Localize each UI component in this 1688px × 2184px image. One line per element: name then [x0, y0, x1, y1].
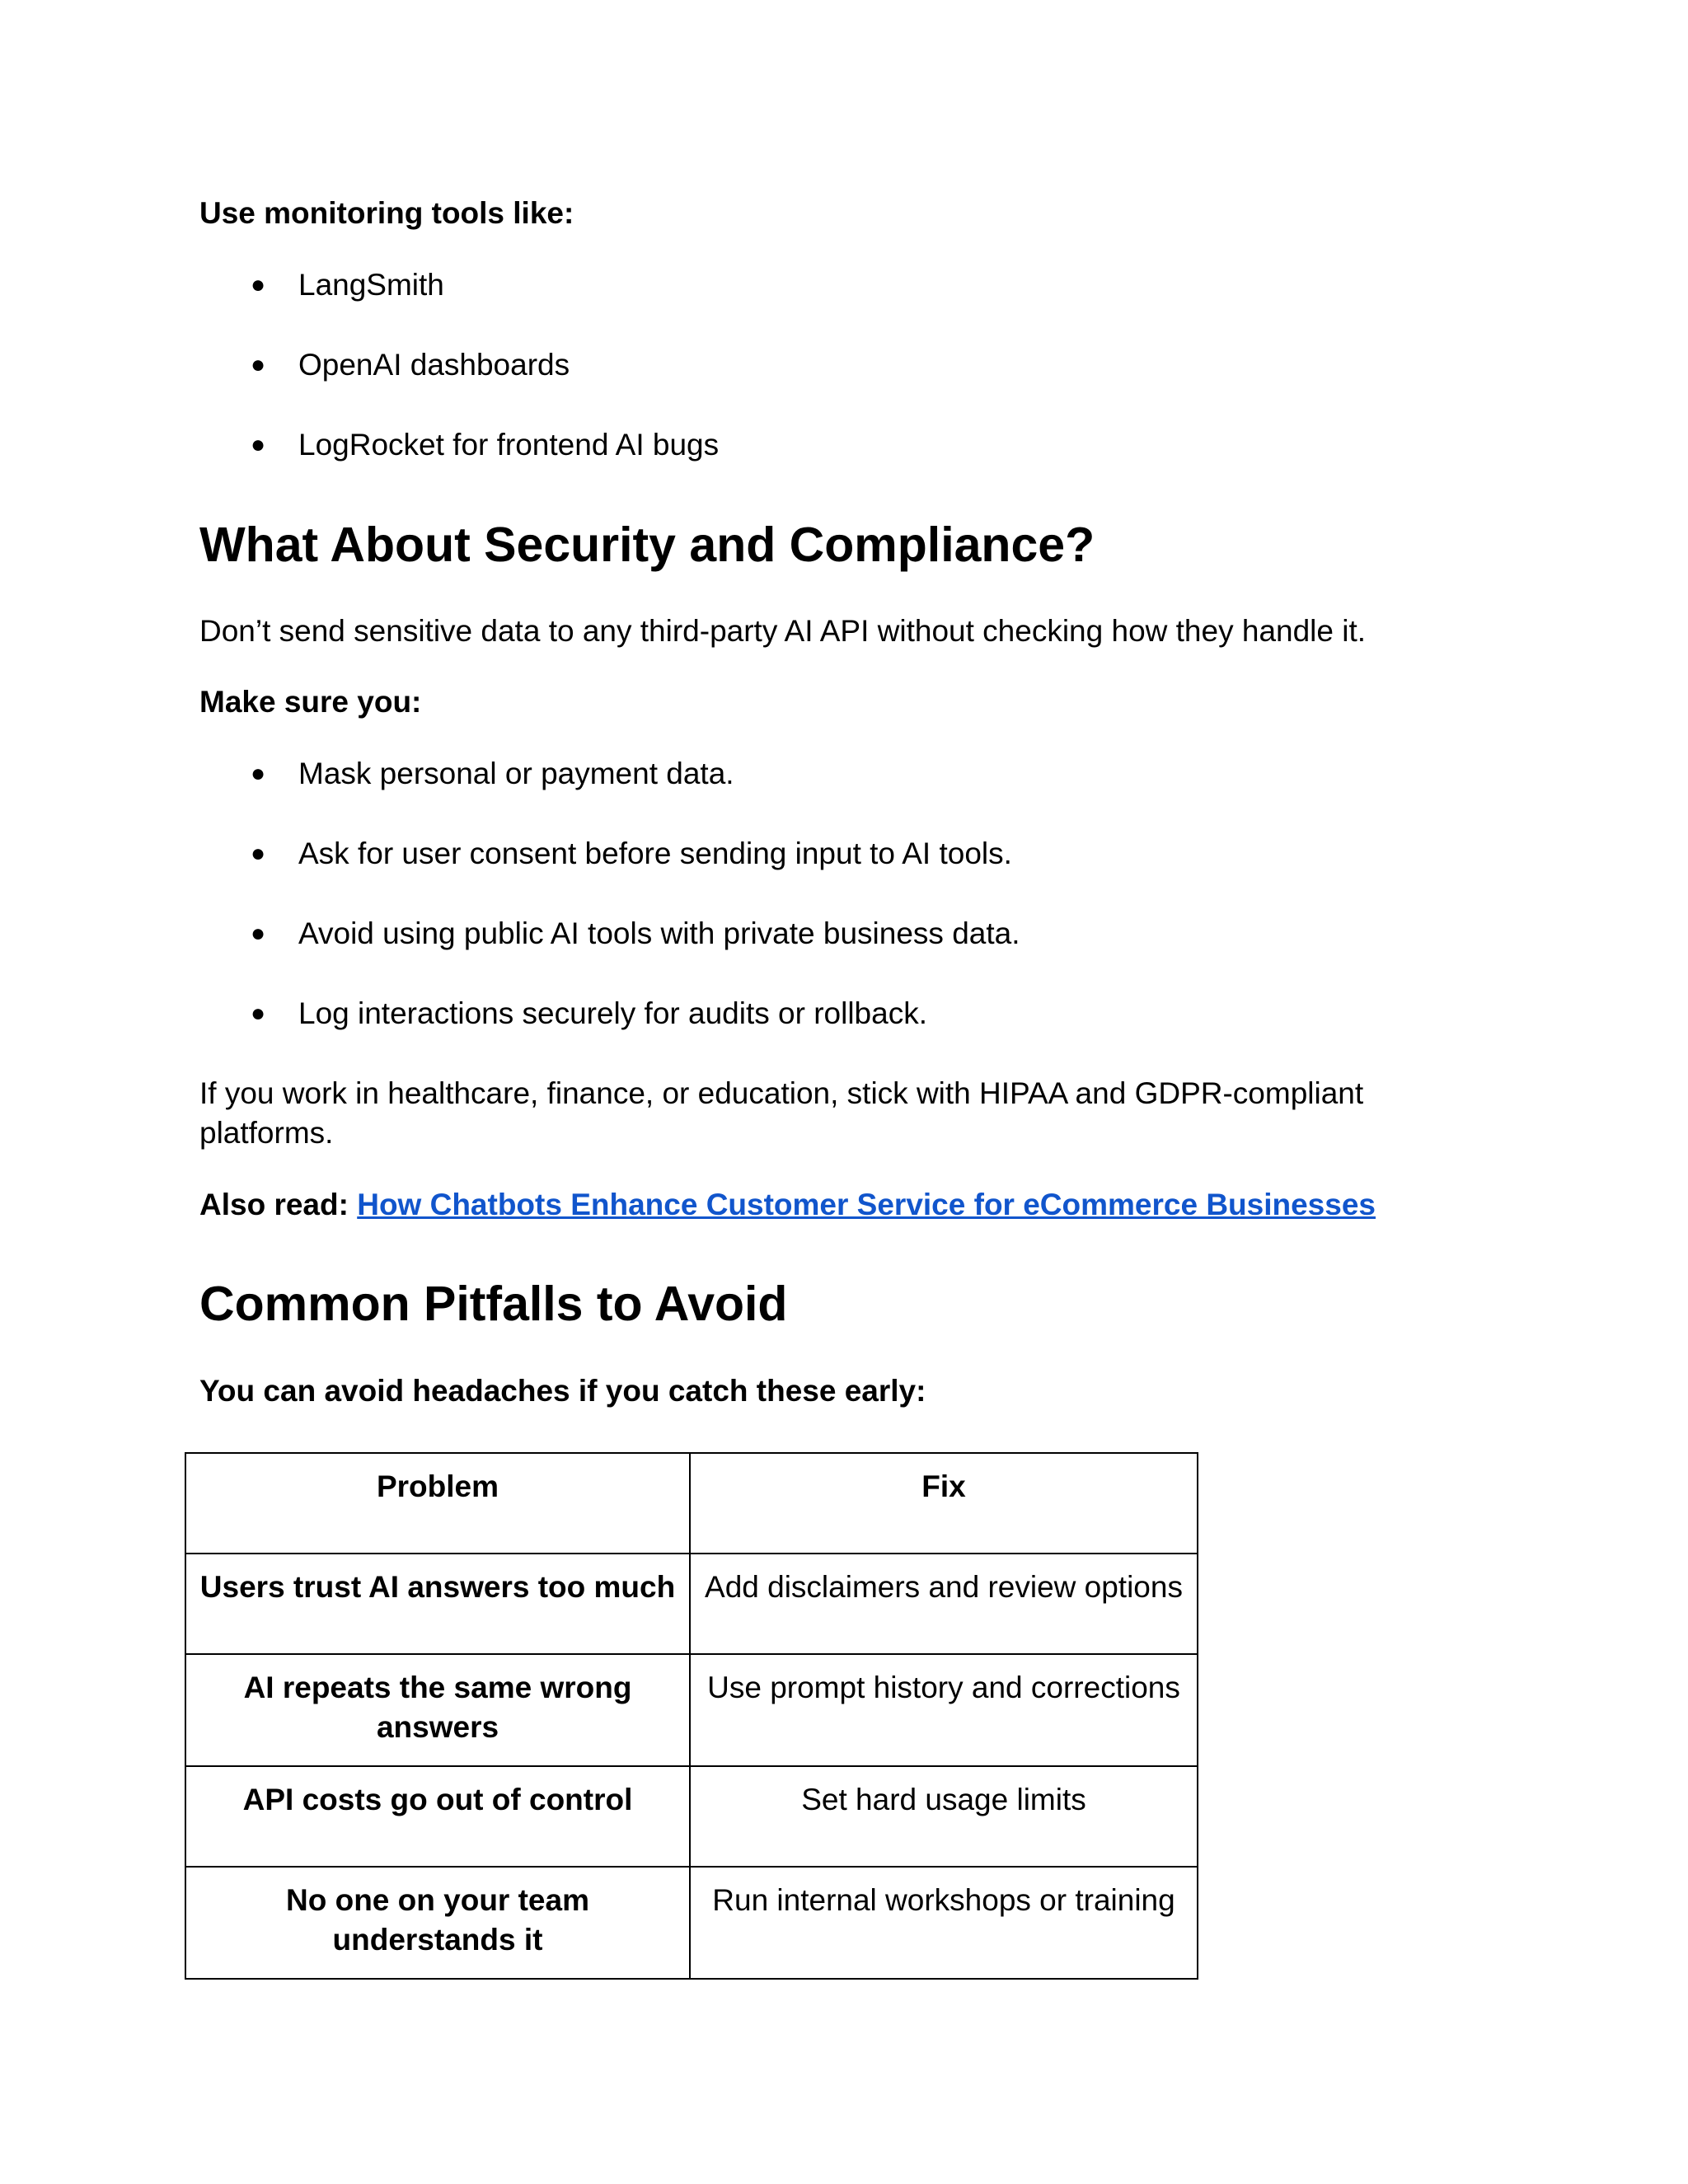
- table-row: [185, 1554, 1198, 1654]
- list-item-text: LangSmith: [298, 268, 444, 302]
- list-item-text: Mask personal or payment data.: [298, 757, 734, 790]
- also-read-link[interactable]: How Chatbots Enhance Customer Service for eCommerce Businesses: [357, 1188, 1376, 1221]
- column-header-fix: Fix: [690, 1453, 1198, 1554]
- fix-cell: Set hard usage limits: [690, 1766, 1198, 1867]
- also-read: [199, 1184, 1376, 1226]
- fix-cell: Add disclaimers and review options: [690, 1554, 1198, 1654]
- security-heading: What About Security and Compliance?: [199, 518, 1095, 572]
- bullet-icon: ●: [251, 271, 266, 298]
- pitfalls-table: [185, 1452, 1198, 1980]
- bullet-icon: ●: [251, 920, 266, 947]
- bullet-icon: ●: [251, 351, 266, 378]
- security-intro: Don’t send sensitive data to any third-party AI API without checking how they handle it.: [199, 614, 1367, 648]
- table-row: [185, 1766, 1198, 1867]
- table-row: [185, 1867, 1198, 1979]
- table-row: [185, 1654, 1198, 1766]
- list-item-text: OpenAI dashboards: [298, 348, 570, 382]
- problem-cell: No one on your team understands it: [185, 1867, 690, 1979]
- make-sure-label: Make sure you:: [199, 685, 422, 719]
- problem-cell: API costs go out of control: [185, 1766, 690, 1867]
- list-item-text: Log interactions securely for audits or rollback.: [298, 996, 927, 1030]
- bullet-icon: ●: [251, 431, 266, 458]
- problem-cell: AI repeats the same wrong answers: [185, 1654, 690, 1766]
- also-read-label: Also read:: [199, 1188, 349, 1221]
- pitfalls-heading: Common Pitfalls to Avoid: [199, 1277, 788, 1331]
- compliance-note-line1: If you work in healthcare, finance, or education, stick with HIPAA and GDPR-compliant: [199, 1076, 1364, 1110]
- bullet-icon: ●: [251, 1000, 266, 1027]
- bullet-icon: ●: [251, 760, 266, 787]
- pitfalls-intro: You can avoid headaches if you catch these early:: [199, 1374, 926, 1408]
- fix-cell: Run internal workshops or training: [690, 1867, 1198, 1979]
- monitoring-intro: Use monitoring tools like:: [199, 196, 574, 230]
- column-header-problem: Problem: [185, 1453, 690, 1554]
- list-item-text: Avoid using public AI tools with private business data.: [298, 916, 1020, 950]
- fix-cell: Use prompt history and corrections: [690, 1654, 1198, 1766]
- problem-cell: Users trust AI answers too much: [185, 1554, 690, 1654]
- list-item-text: Ask for user consent before sending input to AI tools.: [298, 837, 1012, 870]
- bullet-icon: ●: [251, 840, 266, 867]
- list-item-text: LogRocket for frontend AI bugs: [298, 428, 720, 462]
- compliance-note-line2: platforms.: [199, 1116, 334, 1150]
- table-header-row: [185, 1453, 1198, 1554]
